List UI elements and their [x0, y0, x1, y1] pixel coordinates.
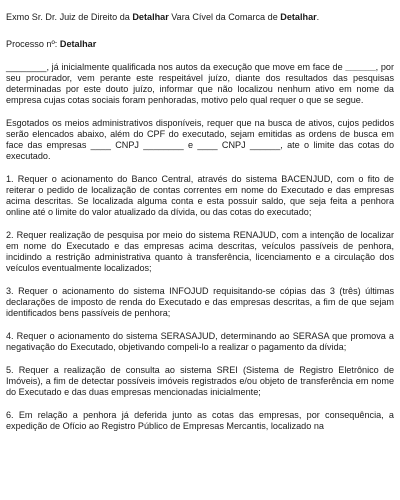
paragraph-infojud: 3. Requer o acionamento do sistema INFOJUD requisitando-se cópias das 3 (três) últimas declarações de imposto de renda do Executado e das empresas descritas, a fim de que sejam identificados bens passíveis de penhora;: [6, 286, 394, 318]
process-placeholder: Detalhar: [59, 39, 97, 49]
paragraph-bacenjud: 1. Requer o acionamento do Banco Central, através do sistema BACENJUD, com o fito de reiterar o pedido de localização de contas correntes em nome do Executado e das empresas acima descritas. Se localizada alguma conta e esta possuir saldo, que seja feita a penhora online até o limite do valor atualizado da dívida, ou das cotas do executado;: [6, 174, 394, 217]
intro-text-a: , já inicialmente qualificada nos autos da execução que move em face de: [46, 62, 346, 72]
paragraph-serasajud: 4. Requer o acionamento do sistema SERASAJUD, determinando ao SERASA que promova a negativação do Executado, objetivando compeli-lo a realizar o pagamento da dívida;: [6, 331, 394, 352]
salutation-end: .: [316, 12, 320, 22]
salutation-text: Exmo Sr. Dr. Juiz de Direito da: [6, 12, 133, 22]
comarca-placeholder: Detalhar: [280, 12, 317, 22]
salutation: [6, 12, 394, 23]
salutation-text-mid: Vara Cível da Comarca de: [168, 12, 281, 22]
process-number: [6, 39, 394, 50]
intro-text-b: , por seu procurador, vem perante este respeitável juízo, diante dos resultados das pesquisas determinadas por este douto juízo, informar que não localizou nenhum ativo em nome da empresa cujas cotas sociais foram penhoradas, motivo pelo qual requer o que se segue.: [6, 62, 394, 105]
paragraph-requests-intro: Esgotados os meios administrativos disponíveis, requer que na busca de ativos, cujos pedidos serão elencados abaixo, além do CPF do executado, sejam emitidas as ordens de busca em face das empresas ____ CNPJ ________ e ____ CNPJ ______, ate o limite das cotas do executado.: [6, 118, 394, 161]
process-label: Processo nº:: [6, 39, 60, 49]
paragraph-penhora: 6. Em relação a penhora já deferida junto as cotas das empresas, por consequência, a expedição de Ofício ao Registro Público de Empresas Mercantis, localizado na: [6, 410, 394, 431]
defendant-blank: ______: [345, 62, 376, 72]
vara-placeholder: Detalhar: [132, 12, 169, 22]
party-blank: ________: [6, 62, 47, 72]
paragraph-renajud: 2. Requer realização de pesquisa por meio do sistema RENAJUD, com a intenção de localizar em nome do Executado e das empresas acima descritas, veículos passíveis de penhora, incidindo a restrição administrativa quanto à transferência, licenciamento e a circulação dos veículos eventualmente localizados;: [6, 230, 394, 273]
paragraph-intro: [6, 62, 394, 106]
paragraph-srei: 5. Requer a realização de consulta ao sistema SREI (Sistema de Registro Eletrônico de Imóveis), a fim de detectar possíveis imóveis registrados e/ou objeto de transferência em nome do Executado e das duas empresas mencionadas inicialmente;: [6, 365, 394, 397]
